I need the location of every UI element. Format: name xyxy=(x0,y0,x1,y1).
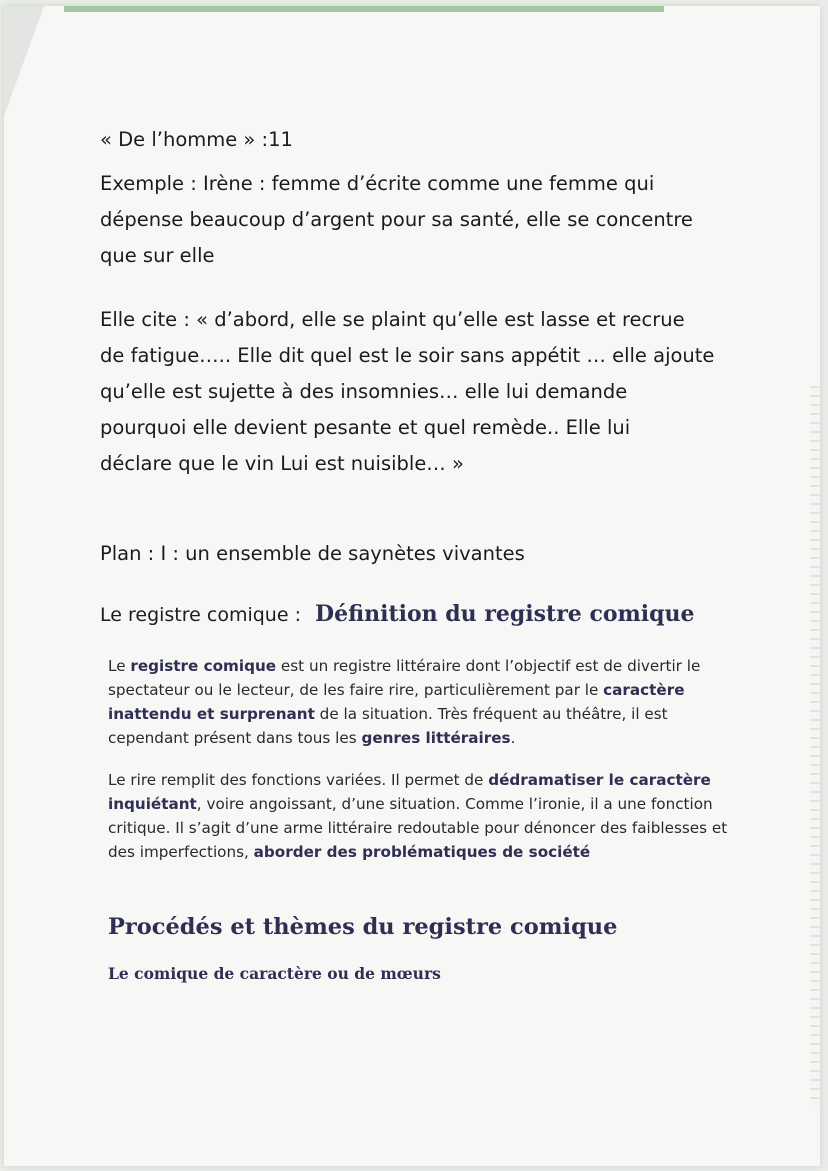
example-line: dépense beaucoup d’argent pour sa santé, elle se concentre xyxy=(100,208,693,231)
definition-paragraph xyxy=(108,654,748,750)
definition-heading: Définition du registre comique xyxy=(315,601,695,627)
note-title: « De l’homme » :11 xyxy=(100,128,293,151)
folded-corner xyxy=(4,6,44,116)
page-edge-texture xyxy=(810,386,820,1106)
example-text xyxy=(100,166,740,274)
bold-term: aborder des problématiques de société xyxy=(253,843,591,861)
functions-paragraph xyxy=(108,768,748,864)
example-line: Exemple : Irène : femme d’écrite comme une femme qui xyxy=(100,172,655,195)
paper-sheet xyxy=(4,6,820,1166)
citation-text xyxy=(100,302,740,482)
citation-line: qu’elle est sujette à des insomnies… elle lui demande xyxy=(100,380,628,403)
bold-term: dédramatiser le caractère inquiétant xyxy=(108,771,711,813)
subheading: Le comique de caractère ou de mœurs xyxy=(108,964,441,983)
registre-line xyxy=(100,596,695,633)
example-line: que sur elle xyxy=(100,244,215,267)
bold-term: genres littéraires xyxy=(361,729,511,747)
paragraph-text: , voire angoissant, d’une situation. Comme l’ironie, il a une fonction critique. Il s’agit d’une arme littéraire redoutable pour dénoncer des faiblesses et des imperfections, xyxy=(108,795,728,861)
paragraph-text: Le rire remplit des fonctions variées. Il permet de xyxy=(108,771,489,789)
paragraph-text: de la situation. Très fréquent au théâtre, il est cependant présent dans tous les xyxy=(108,705,668,747)
citation-line: Elle cite : « d’abord, elle se plaint qu’elle est lasse et recrue xyxy=(100,308,685,331)
bold-term: caractère inattendu et surprenant xyxy=(108,681,685,723)
paragraph-text: . xyxy=(510,729,516,747)
paragraph-text: est un registre littéraire dont l’objectif est de divertir le spectateur ou le lecteur, de les faire rire, particulièrement par le xyxy=(108,657,701,699)
citation-line: de fatigue….. Elle dit quel est le soir sans appétit … elle ajoute xyxy=(100,344,715,367)
registre-label: Le registre comique : xyxy=(100,604,301,626)
bold-term: registre comique xyxy=(130,657,277,675)
paragraph-text: Le xyxy=(108,657,131,675)
section-heading: Procédés et thèmes du registre comique xyxy=(108,914,618,940)
plan-line: Plan : I : un ensemble de saynètes vivantes xyxy=(100,542,525,565)
citation-line: pourquoi elle devient pesante et quel remède.. Elle lui xyxy=(100,416,631,439)
green-edge-strip xyxy=(64,6,664,12)
citation-line: déclare que le vin Lui est nuisible… » xyxy=(100,452,464,475)
